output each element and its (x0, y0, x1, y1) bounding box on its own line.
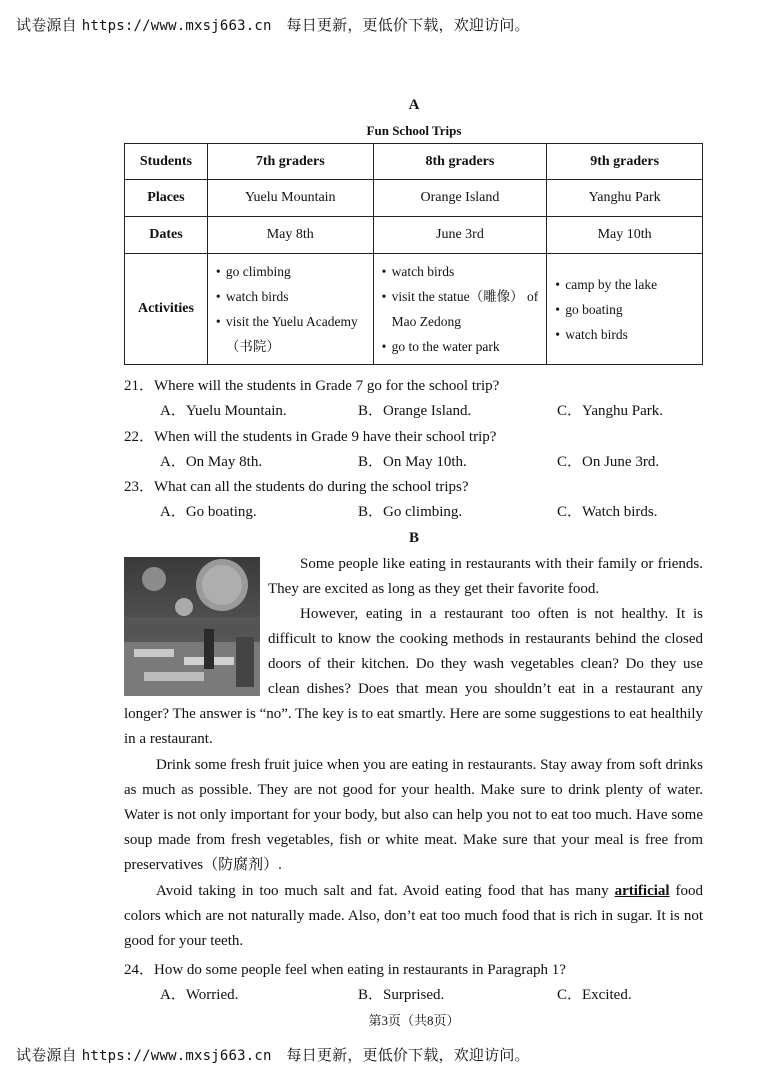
header-cell: 9th graders (547, 144, 703, 180)
option-c[interactable]: C．Excited. (557, 987, 632, 1003)
table-row-activities (125, 254, 703, 365)
paragraph-3: Drink some fresh fruit juice when you are eating in restaurants. Stay away from soft drinks as much as possible. They are not good for your health. Make sure to drink plenty of water. Water is not only important for your body, but also can help you not to eat too much. Have some soup made from fresh vegetables, fish or white meat. Make sure that your meal is free from preservatives（防腐剂）. (124, 757, 703, 873)
question-text: What can all the students do during the school trips? (154, 479, 469, 495)
keyword-artificial: artificial (614, 883, 670, 899)
header-cell: 8th graders (373, 144, 547, 180)
question-21 (124, 374, 499, 395)
paragraph-4-end: food colors which are not naturally made. Also, don’t eat too much food that is rich in sugar. It is not good for your teeth. (124, 883, 703, 949)
photo-float-spacer (124, 602, 268, 702)
table-header-row (125, 144, 703, 180)
question-text: Where will the students in Grade 7 go for the school trip? (154, 378, 500, 394)
paragraph-4-start: Avoid taking in too much salt and fat. Avoid eating food that has many (156, 883, 615, 899)
row-label: Activities (125, 254, 208, 365)
table-cell: Yuelu Mountain (207, 180, 373, 217)
activity-item: • go boating (555, 297, 702, 322)
site-banner-bottom (16, 1044, 530, 1065)
activity-item: • watch birds (555, 322, 702, 347)
activities-cell-g8 (373, 254, 547, 365)
question-number: 23． (124, 479, 155, 495)
question-text: How do some people feel when eating in restaurants in Paragraph 1? (154, 962, 566, 978)
option-c[interactable]: C．Watch birds. (557, 504, 658, 520)
section-a-letter: A (408, 97, 420, 113)
row-label: Dates (125, 217, 208, 254)
section-b-letter: B (408, 530, 419, 546)
table-cell: Yanghu Park (547, 180, 703, 217)
banner-site: 试卷源自 (16, 16, 77, 34)
banner-message: 每日更新，更低价下载，欢迎访问。 (286, 1046, 530, 1064)
page-footer: 第3页（共8页） (368, 1013, 460, 1028)
banner-site: 试卷源自 (16, 1046, 77, 1064)
table-row-places (125, 180, 703, 217)
trips-table (124, 143, 703, 365)
table-title: Fun School Trips (366, 123, 462, 138)
option-a[interactable]: A．Yuelu Mountain. (160, 403, 287, 419)
site-banner-top (16, 14, 530, 35)
banner-url[interactable]: https://www.mxsj663.cn (81, 1048, 272, 1064)
activity-item: • visit the Yuelu Academy（书院） (216, 309, 373, 359)
question-23 (124, 475, 469, 496)
activity-item: • go climbing (216, 259, 373, 284)
activities-cell-g7 (207, 254, 373, 365)
paragraph-2: However, eating in a restaurant too often is not healthy. It is difficult to know the cooking methods in restaurants behind the closed doors of their kitchen. Do they wash vegetables clean? Do they use clean dishes? Does that mean you shouldn’t eat in a restaurant any longer? The answer is “no”. The key is to eat smartly. Here are some suggestions to eat healthily in a restaurant. (124, 606, 703, 747)
table-row-dates (125, 217, 703, 254)
header-cell: 7th graders (207, 144, 373, 180)
option-a[interactable]: A．Go boating. (160, 504, 257, 520)
activity-item: • watch birds (216, 284, 373, 309)
table-cell: June 3rd (373, 217, 547, 254)
question-22 (124, 425, 496, 446)
question-number: 24． (124, 962, 155, 978)
paragraph-4 (124, 879, 703, 954)
option-b[interactable]: B．Orange Island. (358, 403, 472, 419)
option-b[interactable]: B．Go climbing. (358, 504, 463, 520)
banner-url[interactable]: https://www.mxsj663.cn (81, 18, 272, 34)
row-label: Places (125, 180, 208, 217)
table-cell: Orange Island (373, 180, 547, 217)
activity-item: • camp by the lake (555, 272, 702, 297)
table-cell: May 8th (207, 217, 373, 254)
option-c[interactable]: C．Yanghu Park. (557, 403, 663, 419)
option-b[interactable]: B．On May 10th. (358, 454, 467, 470)
activity-item: • watch birds (382, 259, 547, 284)
option-c[interactable]: C．On June 3rd. (557, 454, 660, 470)
banner-message: 每日更新，更低价下载，欢迎访问。 (286, 16, 530, 34)
activity-item: • go to the water park (382, 334, 547, 359)
activity-item: • visit the statue（雕像） of Mao Zedong (382, 284, 547, 334)
question-number: 21． (124, 378, 155, 394)
paragraph-1: Some people like eating in restaurants with their family or friends. They are excited as long as they get their favorite food. (268, 556, 703, 597)
option-b[interactable]: B．Surprised. (358, 987, 445, 1003)
paragraph-2-wrap (124, 602, 703, 752)
question-text: When will the students in Grade 9 have their school trip? (154, 429, 497, 445)
question-number: 22． (124, 429, 155, 445)
activities-cell-g9 (547, 254, 703, 365)
table-cell: May 10th (547, 217, 703, 254)
header-cell: Students (125, 144, 208, 180)
question-24 (124, 958, 566, 979)
option-a[interactable]: A．On May 8th. (160, 454, 263, 470)
option-a[interactable]: A．Worried. (160, 987, 239, 1003)
